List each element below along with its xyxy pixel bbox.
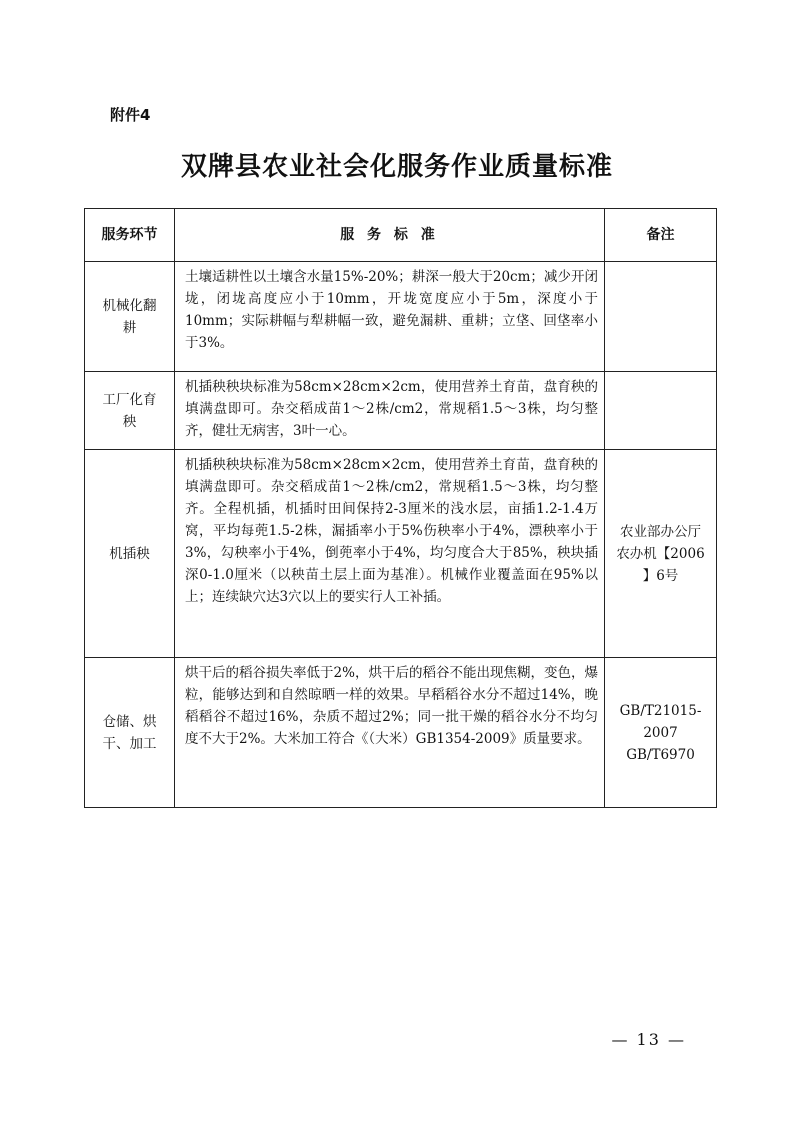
- row-stage: 仓储、烘干、加工: [85, 658, 175, 808]
- note-line: GB/T6970: [626, 746, 695, 763]
- table-row: [85, 262, 717, 372]
- document-title: 双牌县农业社会化服务作业质量标准: [180, 152, 613, 182]
- row-standard: 土壤适耕性以土壤含水量15%-20%；耕深一般大于20cm；减少开闭垅，闭垅高度应小于10mm，开垅宽度应小于5m，深度小于10mm；实际耕幅与犁耕幅一致，避免漏耕、重耕；立垡、回垡率小于3%。: [175, 262, 605, 372]
- row-note: [605, 372, 717, 450]
- note-line: 农业部办公厅: [620, 523, 701, 540]
- row-note: [605, 658, 717, 808]
- note-line: 农办机【2006: [616, 545, 705, 562]
- row-standard: 机插秧秧块标准为58cm×28cm×2cm，使用营养土育苗，盘育秧的填满盘即可。杂交稻成苗1～2株/cm2，常规稻1.5～3株，均匀整齐，健壮无病害，3叶一心。: [175, 372, 605, 450]
- row-stage: 工厂化育秧: [85, 372, 175, 450]
- header-stage: 服务环节: [85, 209, 175, 262]
- table-header-row: [85, 209, 717, 262]
- note-line: 2007: [643, 724, 678, 741]
- page-number: — 13 —: [611, 1030, 686, 1049]
- quality-standard-table: [84, 208, 717, 808]
- row-note: [605, 262, 717, 372]
- note-line: GB/T21015-: [619, 702, 702, 719]
- row-stage: 机插秧: [85, 450, 175, 658]
- attachment-label: 附件4: [110, 106, 151, 124]
- header-standard: 服 务 标 准: [175, 209, 605, 262]
- row-standard: 机插秧秧块标准为58cm×28cm×2cm，使用营养土育苗，盘育秧的填满盘即可。杂交稻成苗1～2株/cm2，常规稻1.5～3株，均匀整齐。全程机插，机插时田间保持2-3厘米的浅水层，亩插1.2-1.4万窝，平均每蔸1.5-2株，漏插率小于5%伤秧率小于4%，漂秧率小于3%，勾秧率小于4%，倒蔸率小于4%，均匀度合大于85%，秧块插深0-1.0厘米（以秧苗土层上面为基准）。机械作业覆盖面在95%以上；连续缺穴达3穴以上的要实行人工补插。: [175, 450, 605, 658]
- note-line: 】6号: [642, 567, 679, 584]
- table-row: [85, 372, 717, 450]
- row-note: [605, 450, 717, 658]
- table-row: [85, 450, 717, 658]
- row-standard: 烘干后的稻谷损失率低于2%，烘干后的稻谷不能出现焦糊，变色，爆粒，能够达到和自然晾晒一样的效果。早稻稻谷水分不超过14%，晚稻稻谷不超过16%，杂质不超过2%；同一批干燥的稻谷水分不均匀度不大于2%。大米加工符合《（大米）GB1354-2009》质量要求。: [175, 658, 605, 808]
- header-note: 备注: [605, 209, 717, 262]
- table-row: [85, 658, 717, 808]
- row-stage: 机械化翻耕: [85, 262, 175, 372]
